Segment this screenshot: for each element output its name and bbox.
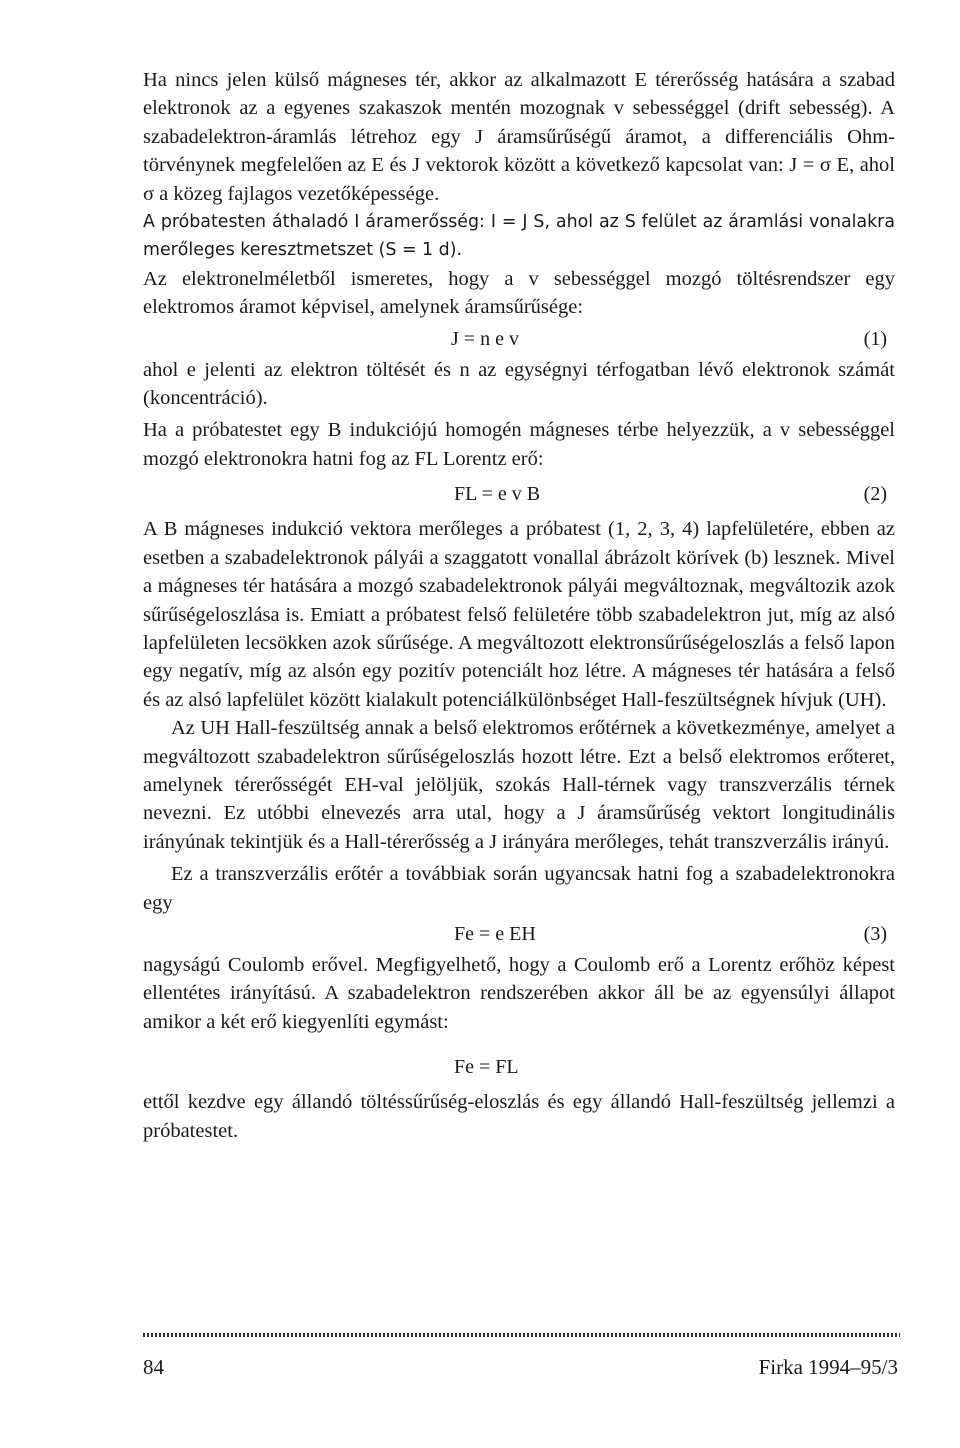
paragraph-equilibrium: ettől kezdve egy állandó töltéssűrűség-eloszlás és egy állandó Hall-feszültség jellemzi a próbatestet. [143,1091,895,1142]
equation-number: (2) [863,483,887,506]
paragraph-transverse-field: Ez a transzverzális erőtér a továbbiak során ugyancsak hatni fog a szabadelektronokra egy [143,863,895,914]
journal-issue: Firka 1994–95/3 [758,1355,898,1379]
paragraph-hall-effect: A B mágneses indukció vektora merőleges a próbatest (1, 2, 3, 4) lapfelületére, ebben az esetben a szabadelektronok pályái a szaggatott vonallal ábrázolt körívek (b) lesznek. Mivel a mágneses tér hatására a mozgó szabadelektronok pályái megváltoznak, megváltozik azok sűrűségeloszlása is. Emiatt a próbatest felső felületére több szabadelektron jut, míg az alsó lapfelületen lecsökken azok sűrűsége. A megváltozott elektronsűrűségeloszlás a felső lapon egy negatív, míg az alsón egy pozitív potenciált hoz létre. A mágneses tér hatására a felső és az alsó lapfelület között kialakult potenciálkülönbséget Hall-feszültségnek hívjuk (UH). [143,518,895,711]
paragraph-lorentz: Ha a próbatestet egy B indukciójú homogén mágneses térbe helyezzük, a v sebességgel mozgó elektronokra hatni fog az FL Lorentz erő: [143,419,895,470]
paragraph-current: A próbatesten áthaladó I áramerősség: I = J S, ahol az S felület az áramlási vonalakra merőleges keresztmetszet (S = 1 d). [143,212,895,261]
paragraph-drift: Ha nincs jelen külső mágneses tér, akkor az alkalmazott E térerősség hatására a szabad elektronok az a egyenes szakaszok mentén mozognak v sebességgel (drift sebesség). A szabadelektron-áramlás létrehoz egy J áramsűrűségű áramot, a differenciális Ohm-törvénynek megfelelően az E és J vektorok között a következő kapcsolat van: J = σ E, ahol σ a közeg fajlagos vezetőképessége. [143,69,895,205]
footer-divider [143,1333,900,1337]
equation-4 [143,1050,895,1084]
equation-2 [143,477,895,511]
equation-expression: Fe = e EH [454,922,536,945]
paragraph-coulomb: nagyságú Coulomb erővel. Megfigyelhető, hogy a Coulomb erő a Lorentz erőhöz képest ellentétes irányítású. A szabadelektron rendszerében akkor áll be az egyensúlyi állapot amikor a két erő kiegyenlíti egymást: [143,953,895,1033]
equation-expression: Fe = FL [454,1056,519,1079]
equation-expression: J = n e v [451,327,519,350]
equation-1 [143,322,895,356]
page-number: 84 [143,1355,164,1379]
paragraph-charge-def: ahol e jelenti az elektron töltését és n az egységnyi térfogatban lévő elektronok számát (koncentráció). [143,358,895,410]
equation-3 [143,917,895,951]
paragraph-hall-voltage: Az UH Hall-feszültség annak a belső elektromos erőtérnek a következménye, amelyet a megváltozott szabadelektron sűrűségeloszlás hozott létre. Ezt a belső elektromos erőteret, amelynek térerősségét EH-val jelöljük, szokás Hall-térnek vagy transzverzális térnek nevezni. Ez utóbbi elnevezés arra utal, hogy a J áramsűrűség vektort longitudinális irányúnak tekintjük és a Hall-térerősség a J irányára merőleges, tehát transzverzális irányú. [143,717,895,853]
page-body [143,66,895,1145]
equation-number: (1) [863,327,887,350]
paragraph-electron-theory: Az elektronelméletből ismeretes, hogy a v sebességgel mozgó töltésrendszer egy elektromos áramot képvisel, amelynek áramsűrűsége: [143,267,895,319]
equation-expression: FL = e v B [454,483,541,506]
equation-number: (3) [863,922,887,945]
